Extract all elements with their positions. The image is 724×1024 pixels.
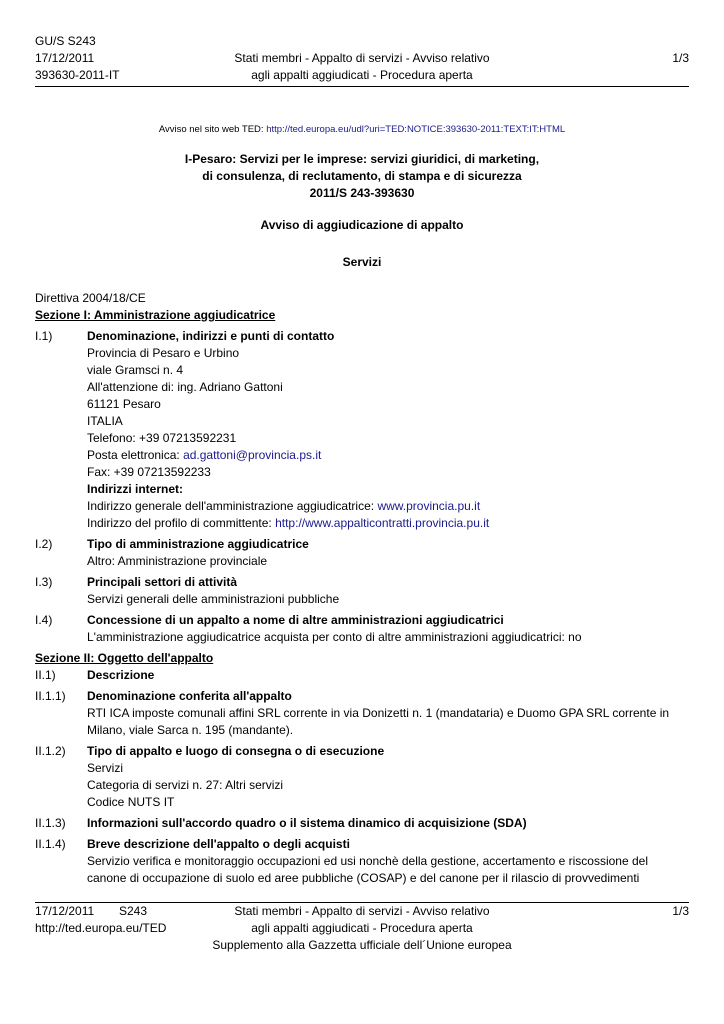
service-title: Servizi: [342, 255, 382, 269]
title-line-2: di consulenza, di reclutamento, di stampa e di sicurezza: [202, 169, 522, 183]
item-ii12: [35, 743, 689, 811]
section-2-heading: Sezione II: Oggetto dell'appalto: [35, 651, 214, 665]
item-ii11: [35, 688, 689, 739]
email-label: Posta elettronica:: [87, 448, 184, 462]
fax: Fax: +39 07213592233: [87, 465, 211, 479]
item-text: L'amministrazione aggiudicatrice acquista per conto di altre amministrazioni aggiudicatrici: no: [87, 630, 582, 644]
item-number: II.1.3): [35, 816, 66, 830]
header-line-1: Stati membri - Appalto di servizi - Avviso relativo: [234, 51, 490, 65]
internet-heading: Indirizzi internet:: [87, 482, 183, 496]
document-title: [0, 151, 724, 202]
item-i3: [35, 574, 689, 608]
item-title: Tipo di amministrazione aggiudicatrice: [87, 537, 309, 551]
item-number: II.1): [35, 668, 56, 682]
email-link[interactable]: ad.gattoni@provincia.ps.it: [183, 448, 322, 462]
service-category: Categoria di servizi n. 27: Altri servizi: [87, 778, 284, 792]
item-title: Tipo di appalto e luogo di consegna o di esecuzione: [87, 744, 385, 758]
item-number: I.4): [35, 613, 53, 627]
header-line-2: agli appalti aggiudicati - Procedura aperta: [251, 68, 473, 82]
page-header: [35, 33, 689, 87]
document-body: [35, 290, 689, 887]
footer-code: S243: [119, 904, 148, 918]
notice-id: 393630-2011-IT: [35, 68, 120, 82]
item-title: Denominazione conferita all'appalto: [87, 689, 292, 703]
item-i4: [35, 612, 689, 646]
footer-center: [35, 903, 689, 954]
journal-ref: GU/S S243: [35, 34, 96, 48]
footer-url: http://ted.europa.eu/TED: [35, 921, 167, 935]
item-ii13: [35, 815, 689, 832]
header-page-number: 1/3: [672, 51, 689, 65]
phone: Telefono: +39 07213592231: [87, 431, 237, 445]
item-number: II.1.1): [35, 689, 66, 703]
item-ii14: [35, 836, 689, 887]
footer-date: 17/12/2011: [35, 904, 95, 918]
award-title: Avviso di aggiudicazione di appalto: [260, 218, 464, 232]
item-text: Servizi generali delle amministrazioni pubbliche: [87, 592, 340, 606]
ted-notice-link[interactable]: http://ted.europa.eu/udl?uri=TED:NOTICE:393630-2011:TEXT:IT:HTML: [266, 124, 566, 135]
item-title: Descrizione: [87, 668, 155, 682]
page-footer: [35, 902, 689, 962]
section-1-heading: Sezione I: Amministrazione aggiudicatrice: [35, 308, 276, 322]
footer-line-1: Stati membri - Appalto di servizi - Avviso relativo: [234, 904, 490, 918]
org-name: Provincia di Pesaro e Urbino: [87, 346, 240, 360]
buyer-profile-label: Indirizzo del profilo di committente:: [87, 516, 276, 530]
nuts-code: Codice NUTS IT: [87, 795, 175, 809]
title-line-1: I-Pesaro: Servizi per le imprese: servizi giuridici, di marketing,: [184, 152, 540, 166]
item-title: Denominazione, indirizzi e punti di contatto: [87, 329, 335, 343]
address: viale Gramsci n. 4: [87, 363, 184, 377]
item-text: Altro: Amministrazione provinciale: [87, 554, 268, 568]
footer-page-number: 1/3: [672, 904, 689, 918]
footer-line-3: Supplemento alla Gazzetta ufficiale dell´Unione europea: [212, 938, 512, 952]
item-i1: [35, 328, 689, 532]
item-i2: [35, 536, 689, 570]
item-ii1: [35, 667, 689, 684]
item-title: Breve descrizione dell'appalto o degli acquisti: [87, 837, 350, 851]
footer-line-2: agli appalti aggiudicati - Procedura aperta: [251, 921, 473, 935]
item-title: Principali settori di attività: [87, 575, 238, 589]
directive: Direttiva 2004/18/CE: [35, 291, 146, 305]
country: ITALIA: [87, 414, 123, 428]
general-address-link[interactable]: www.provincia.pu.it: [377, 499, 481, 513]
item-number: II.1.4): [35, 837, 66, 851]
contract-type: Servizi: [87, 761, 124, 775]
item-number: I.1): [35, 329, 53, 343]
contact-person: All'attenzione di: ing. Adriano Gattoni: [87, 380, 283, 394]
ted-notice: [0, 121, 724, 138]
header-date: 17/12/2011: [35, 51, 95, 65]
postal-code: 61121 Pesaro: [87, 397, 161, 411]
item-number: II.1.2): [35, 744, 66, 758]
buyer-profile-line: [87, 515, 689, 532]
item-text: Servizio verifica e monitoraggio occupazioni ed usi nonchè della gestione, accertamento e riscossione del canone di occupazione di suolo ed aree pubbliche (COSAP) e del canone per il rilascio di provvedimenti: [87, 854, 648, 885]
item-number: I.2): [35, 537, 53, 551]
general-address-line: [87, 498, 689, 515]
header-center: [35, 50, 689, 84]
item-number: I.3): [35, 575, 53, 589]
general-address-label: Indirizzo generale dell'amministrazione aggiudicatrice:: [87, 499, 378, 513]
item-title: Concessione di un appalto a nome di altre amministrazioni aggiudicatrici: [87, 613, 504, 627]
buyer-profile-link[interactable]: http://www.appalticontratti.provincia.pu.it: [275, 516, 490, 530]
item-text: RTI ICA imposte comunali affini SRL corrente in via Donizetti n. 1 (mandataria) e Duomo GPA SRL corrente in Milano, viale Sarca n. 195 (mandante).: [87, 706, 670, 737]
email-line: [87, 447, 689, 464]
title-line-3: 2011/S 243-393630: [309, 186, 415, 200]
ted-notice-label: Avviso nel sito web TED:: [158, 124, 267, 135]
item-title: Informazioni sull'accordo quadro o il sistema dinamico di acquisizione (SDA): [87, 816, 527, 830]
